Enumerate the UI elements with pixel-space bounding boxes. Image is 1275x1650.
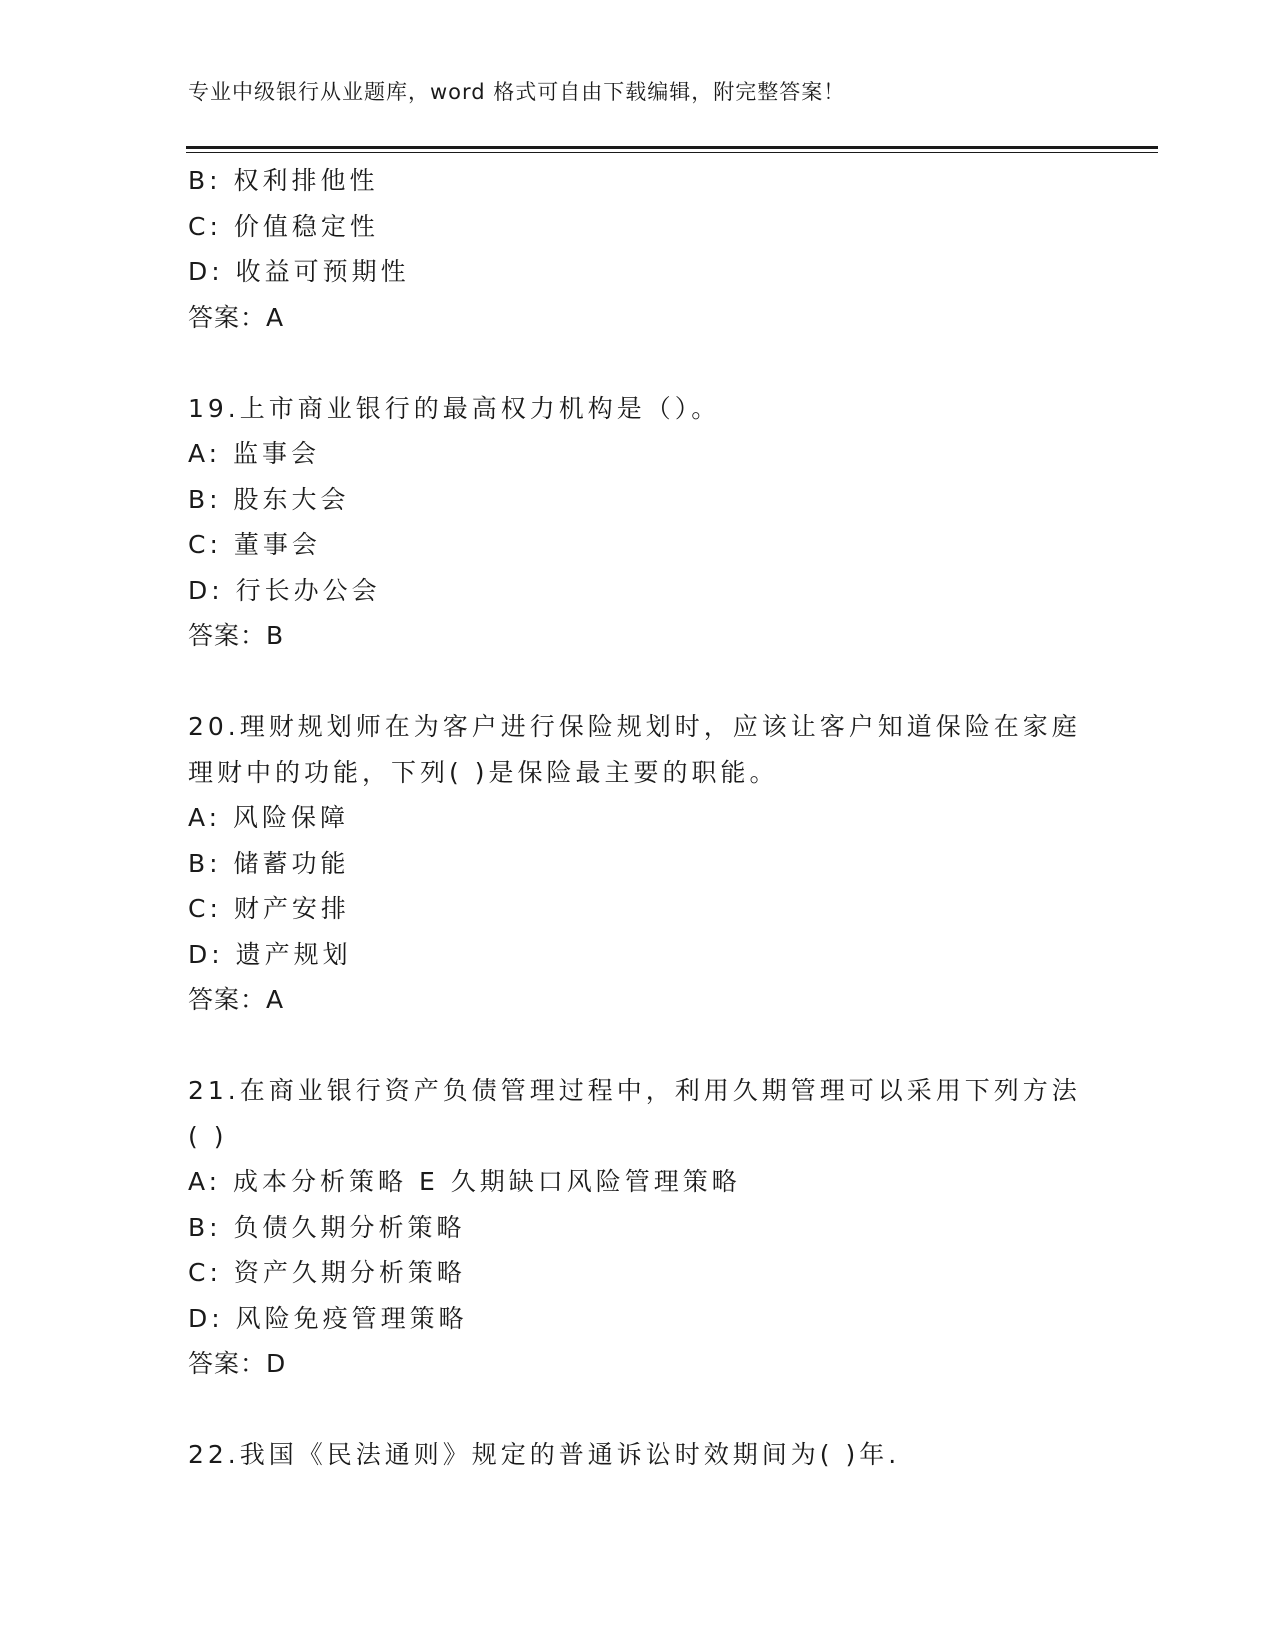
option-d: D: 收益可预期性 [188,257,410,286]
question-22 [188,1432,1088,1478]
answer: 答案：B [188,621,285,650]
answer: 答案：A [188,985,285,1014]
option-a: A: 监事会 [188,439,321,468]
question-19 [188,386,1088,659]
answer: 答案：A [188,302,285,332]
question-list [188,158,1088,1478]
option-a: A: 成本分析策略 E 久期缺口风险管理策略 [188,1167,741,1196]
question-stem: 22.我国《民法通则》规定的普通诉讼时效期间为( )年. [188,1440,901,1469]
option-c: C: 资产久期分析策略 [188,1258,466,1287]
option-b: B: 储蓄功能 [188,848,350,878]
option-b: B: 股东大会 [188,484,350,514]
option-b: B: 权利排他性 [188,166,379,195]
option-c: C: 价值稳定性 [188,211,379,241]
option-a: A: 风险保障 [188,803,350,832]
header-divider-thin [186,152,1158,153]
question-18 [188,158,1088,340]
question-stem: 19.上市商业银行的最高权力机构是（）。 [188,393,721,423]
option-d: D: 风险免疫管理策略 [188,1303,468,1333]
question-stem-line-1: 21.在商业银行资产负债管理过程中，利用久期管理可以采用下列方法 [188,1076,1081,1105]
option-c: C: 董事会 [188,530,321,559]
answer: 答案：D [188,1349,287,1378]
question-21 [188,1068,1088,1387]
header-divider [186,146,1158,149]
question-20 [188,704,1088,1023]
question-stem-line-2: 理财中的功能，下列( )是保险最主要的职能。 [188,757,779,787]
option-d: D: 遗产规划 [188,939,352,969]
question-stem-line-1: 20.理财规划师在为客户进行保险规划时，应该让客户知道保险在家庭 [188,712,1081,741]
question-stem-line-2: ( ) [188,1121,228,1151]
page-header: 专业中级银行从业题库，word 格式可自由下载编辑，附完整答案！ [188,80,846,104]
option-b: B: 负债久期分析策略 [188,1212,466,1242]
option-d: D: 行长办公会 [188,575,381,605]
option-c: C: 财产安排 [188,894,350,923]
